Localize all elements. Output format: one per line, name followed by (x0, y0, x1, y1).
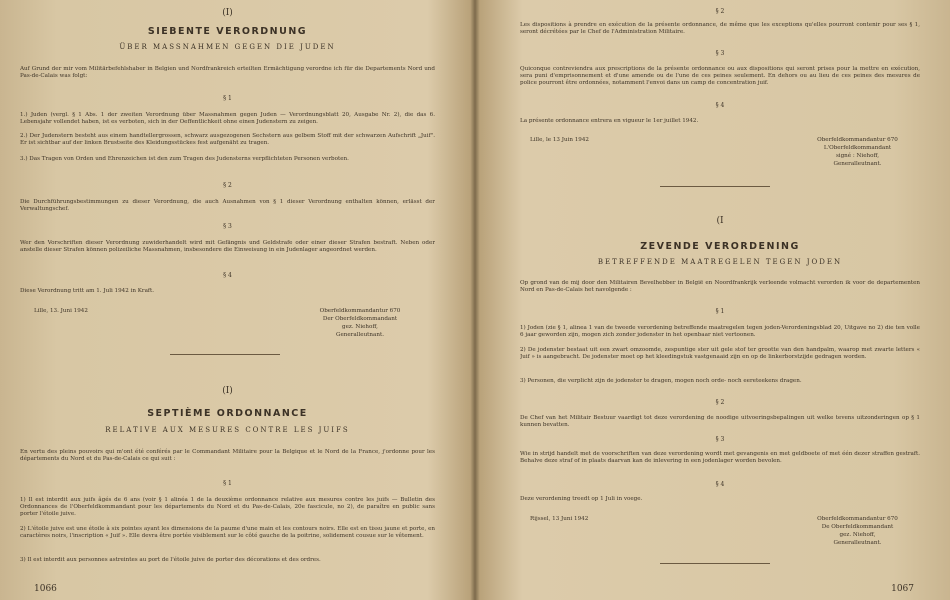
dutch-para-1: 1) Joden (zie § 1, alinea 1 van de tweede verordening betreffende maatregelen tegen joden-Verordeningsblad 20, Uitgave no 2) die ten volle 6 jaar geworden zijn, mogen zich zonder jodenster in het openbaar niet vertoonen. (520, 325, 920, 339)
dutch-signature: Oberfeldkommandantur 670 De Oberfeldkommandant gez. Niehoff, Generalleutnant. (817, 516, 898, 546)
german-section-3: § 3 (223, 223, 232, 230)
french-para-6: La présente ordonnance entrera en vigueur le 1er juillet 1942. (520, 118, 699, 124)
dutch-title: ZEVENDE VERORDENING (640, 241, 800, 252)
dutch-para-2: 2) De jodenster bestaat uit een zwart omzoomde, zespuntige ster uit gele stof ter grootte van den handpalm, waarop met zwarte letters « Juif » is aangebracht. De jodenster moet op het kleedingstuk vastgenaaid zijn en op de linkerborstzijde gedragen worden. (520, 347, 920, 361)
dutch-para-4: De Chef van het Militair Bestuur vaardigt tot deze verordening de noodige uitvoeringsbepalingen uit welke tevens uitzonderingen op § 1 kunnen bevatten. (520, 415, 920, 429)
left-page (20, 0, 435, 600)
section-divider (170, 354, 280, 355)
dutch-section-2: § 2 (715, 399, 725, 406)
dutch-para-5: Wie in strijd handelt met de voorschriften van deze verordening wordt met gevangenis en met geldboete of met één dezer straffen gestraft. Behalve deze straf of in plaats daarvan kan de inlevering in een jodenlager worden bevolen. (520, 451, 920, 465)
german-para-4: Die Durchführungsbestimmungen zu dieser Verordnung, die auch Ausnahmen von § 1 dieser Verordnung enthalten können, erlässt der Verwaltungschef. (20, 199, 435, 213)
french-para-4: Les dispositions à prendre en exécution de la présente ordonnance, de même que les exceptions qu'elles pourront contenir pour ses § 1, seront décrétées par le Chef de l'Administration Militaire. (520, 22, 920, 36)
german-subtitle: ÜBER MASSNAHMEN GEGEN DIE JUDEN (119, 43, 336, 51)
german-para-5: Wer den Vorschriften dieser Verordnung zuwiderhandelt wird mit Gefängnis und Geldstrafe oder einer dieser Strafen bestraft. Neben oder anstelle dieser Strafen können polizeiliche Massnahmen, insbesondere die Einweisung in ein Judenlager angeordnet werden. (20, 240, 435, 254)
dutch-section-3: § 3 (715, 436, 725, 443)
dutch-section-4: § 4 (715, 481, 725, 488)
german-title: SIEBENTE VERORDNUNG (147, 26, 308, 37)
french-para-5: Quiconque contreviendra aux prescriptions de la présente ordonnance ou aux dispositions qui seront prises pour la mettre en exécution, sera puni d'emprisonnement et d'une amende ou de l'une de ces peines seulement. En dehors ou au lieu de ces peines des mesures de police pourront être ordonnées, notamment l'envoi dans un camp de concentration juif. (520, 66, 920, 87)
french-signature: Oberfeldkommandantur 670 L'Oberfeldkommandant signé : Niehoff, Generalleutnant. (817, 137, 898, 167)
section-divider (660, 186, 770, 187)
french-subtitle: RELATIVE AUX MESURES CONTRE LES JUIFS (105, 426, 350, 434)
german-para-2: 2.) Der Judenstern besteht aus einem handtellergrossen, schwarz ausgezogenen Sechstern aus gelbem Stoff mit der schwarzen Aufschrift „Juif". Er ist sichtbar auf der linken Brustseite des Kleidungsstückes fest aufgenäht zu tragen. (20, 133, 435, 147)
french-section-1: § 1 (223, 480, 232, 487)
german-intro: Auf Grund der mir vom Militärbefehlshaber in Belgien und Nordfrankreich erteilten Ermächtigung verordne ich für die Departements Nord und Pas-de-Calais was folgt: (20, 66, 435, 80)
french-para-3: 3) Il est interdit aux personnes astreintes au port de l'étoile juive de porter des décorations et des ordres. (20, 557, 321, 563)
french-para-2: 2) L'étoile juive est une étoile à six pointes ayant les dimensions de la paume d'une main et les contours noirs. Elle est en tissu jaune et porte, en caractères noirs, l'inscription « Juif ». Elle devra être portée visiblement sur le côté gauche de la poitrine, solidement cousue sur le vêtement. (20, 526, 435, 540)
dutch-intro: Op grond van de mij door den Militairen Bevelhebber in België en Noordfrankrijk verleende volmacht verorden ik voor de departementen Nord en Pas-de-Calais het navolgende : (520, 280, 920, 294)
german-place-date: Lille, 13. Juni 1942 (34, 308, 88, 314)
page-number-left: 1066 (34, 584, 57, 594)
dutch-section-1: § 1 (715, 308, 725, 315)
german-para-1: 1.) Juden (vergl. § 1 Abs. 1 der zweiten Verordnung über Massnahmen gegen Juden — Verordnungsblatt 20, Ausgabe Nr. 2), die das 6. Lebensjahr vollendet haben, ist es verboten, sich in der Oeffentlichkeit ohne einen Judenstern zu zeigen. (20, 112, 435, 126)
french-section-2: § 2 (715, 8, 725, 15)
right-page (520, 0, 920, 600)
dutch-roman: (I (716, 216, 724, 226)
french-section-4: § 4 (715, 102, 725, 109)
dutch-subtitle: BETREFFENDE MAATREGELEN TEGEN JODEN (597, 258, 843, 266)
dutch-place-date: Rijssel, 13 Juni 1942 (530, 516, 589, 522)
german-roman: (I) (222, 8, 233, 18)
dutch-para-6: Deze verordening treedt op 1 Juli in voege. (520, 496, 643, 502)
french-section-3: § 3 (715, 50, 725, 57)
french-title: SEPTIÈME ORDONNANCE (147, 408, 308, 419)
french-roman: (I) (222, 386, 233, 396)
section-divider (660, 563, 770, 564)
german-section-1: § 1 (223, 95, 232, 102)
german-para-3: 3.) Das Tragen von Orden und Ehrenzeichen ist den zum Tragen des Judensterns verpflichteten Personen verboten. (20, 156, 349, 162)
french-place-date: Lille, le 13 Juin 1942 (530, 137, 589, 143)
german-para-6: Diese Verordnung tritt am 1. Juli 1942 in Kraft. (20, 288, 155, 294)
german-section-4: § 4 (223, 272, 232, 279)
french-intro: En vertu des pleins pouvoirs qui m'ont été conférés par le Commandant Militaire pour la Belgique et le Nord de la France, j'ordonne pour les départements du Nord et du Pas-de-Calais ce qui suit : (20, 449, 435, 463)
german-section-2: § 2 (223, 182, 232, 189)
page-number-right: 1067 (891, 584, 914, 594)
french-para-1: 1) Il est interdit aux juifs âgés de 6 ans (voir § 1 alinéa 1 de la deuxième ordonnance relative aux mesures contre les juifs — Bulletin des Ordonnances de l'Oberfeldkommandant pour les départements du Nord et du Pas-de-Calais, 20e fascicule, no 2), de paraître en public sans porter l'étoile juive. (20, 497, 435, 518)
dutch-para-3: 3) Personen, die verplicht zijn de jodenster te dragen, mogen noch orde- noch eereteekens dragen. (520, 378, 802, 384)
german-signature: Oberfeldkommandantur 670 Der Oberfeldkommandant gez. Niehoff, Generalleutnant. (319, 308, 401, 338)
